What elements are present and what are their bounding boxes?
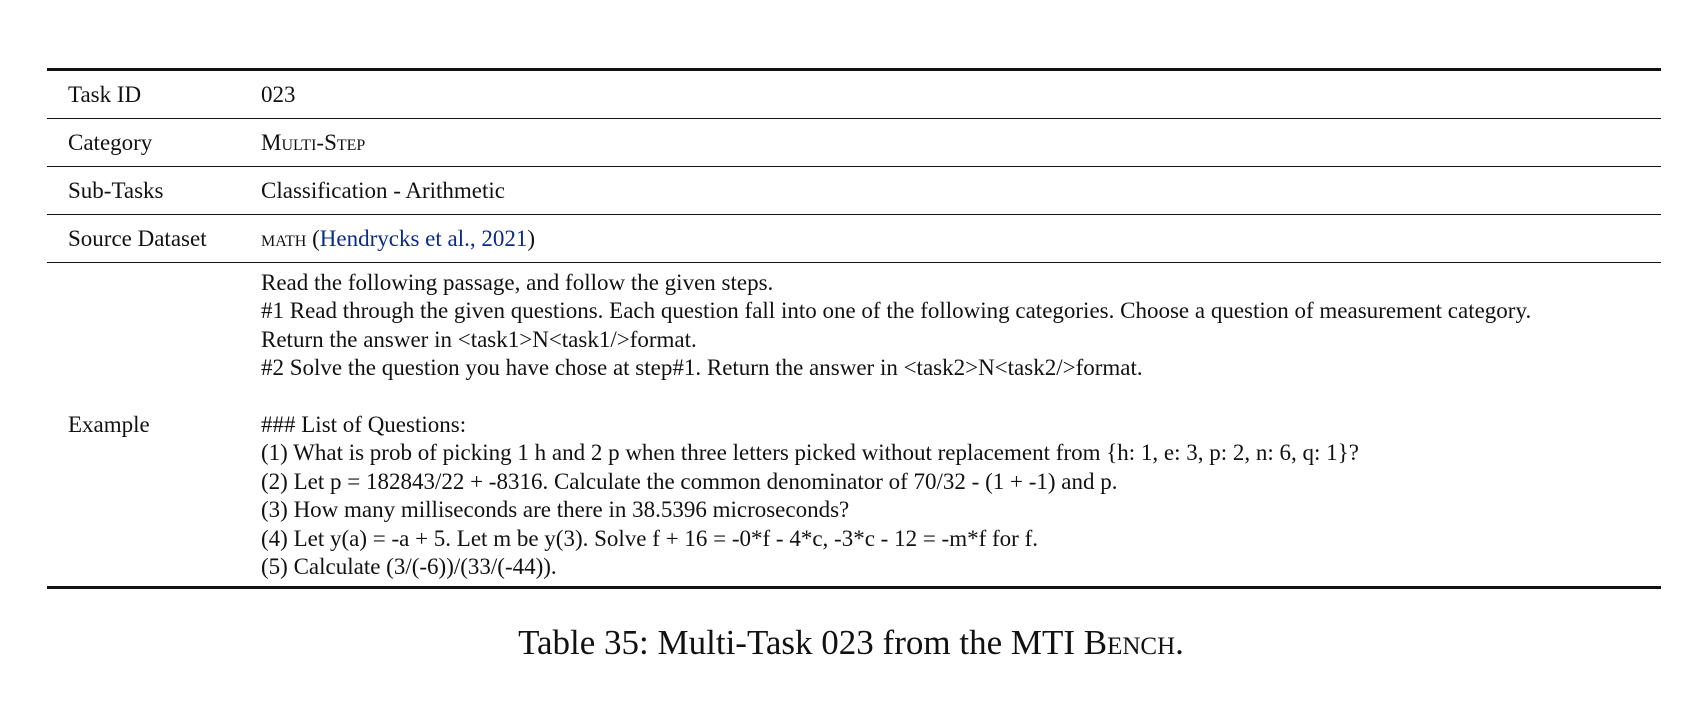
citation-year-link[interactable]: 2021 [481,225,528,251]
citation-authors-link[interactable]: Hendrycks et al. [319,225,470,251]
table-caption [0,622,1702,664]
category-label: Category [68,129,153,155]
example-line: #2 Solve the question you have chose at step#1. Return the answer in <task2>N<task2/>format. [261,355,1143,381]
sub-tasks-label: Sub-Tasks [68,177,164,203]
example-line-blank [261,383,1661,411]
example-content [261,269,1661,581]
task-table [47,68,1661,589]
citation-separator: , [469,225,482,251]
sub-tasks-value: Classification - Arithmetic [261,177,506,203]
example-line: Read the following passage, and follow the given steps. [261,270,774,295]
example-label: Example [68,412,150,438]
task-id-value: 023 [261,81,296,107]
example-line: (4) Let y(a) = -a + 5. Let m be y(3). Solve f + 16 = -0*f - 4*c, -3*c - 12 = -m*f for f. [261,525,1038,551]
source-dataset-label: Source Dataset [68,225,207,251]
caption-bench: Bench [1083,623,1176,662]
example-line: (2) Let p = 182843/22 + -8316. Calculate the common denominator of 70/32 - (1 + -1) and p. [261,468,1118,494]
caption-prefix: Table 35: Multi-Task 023 from the MTI [518,623,1084,662]
row-source-dataset [47,215,1661,263]
example-line: (1) What is prob of picking 1 h and 2 p when three letters picked without replacement from {h: 1, e: 3, p: 2, n: 6, q: 1}? [261,440,1359,466]
caption-suffix: . [1175,623,1184,662]
dataset-name: math [261,225,307,251]
row-category [47,119,1661,167]
example-line: ### List of Questions: [261,411,467,437]
example-line: (3) How many milliseconds are there in 38.5396 microseconds? [261,497,850,523]
example-line: Return the answer in <task1>N<task1/>format. [261,326,697,352]
category-value: Multi-Step [261,129,366,155]
row-example [47,263,1661,586]
example-line: (5) Calculate (3/(-6))/(33/(-44)). [261,553,557,579]
task-id-label: Task ID [68,81,142,107]
citation-open-paren: ( [312,225,320,251]
citation-close-paren: ) [527,225,536,251]
example-line: #1 Read through the given questions. Each question fall into one of the following categories. Choose a question of measurement category. [261,298,1532,324]
row-task-id [47,71,1661,119]
source-dataset-value [261,225,1661,253]
row-sub-tasks [47,167,1661,215]
